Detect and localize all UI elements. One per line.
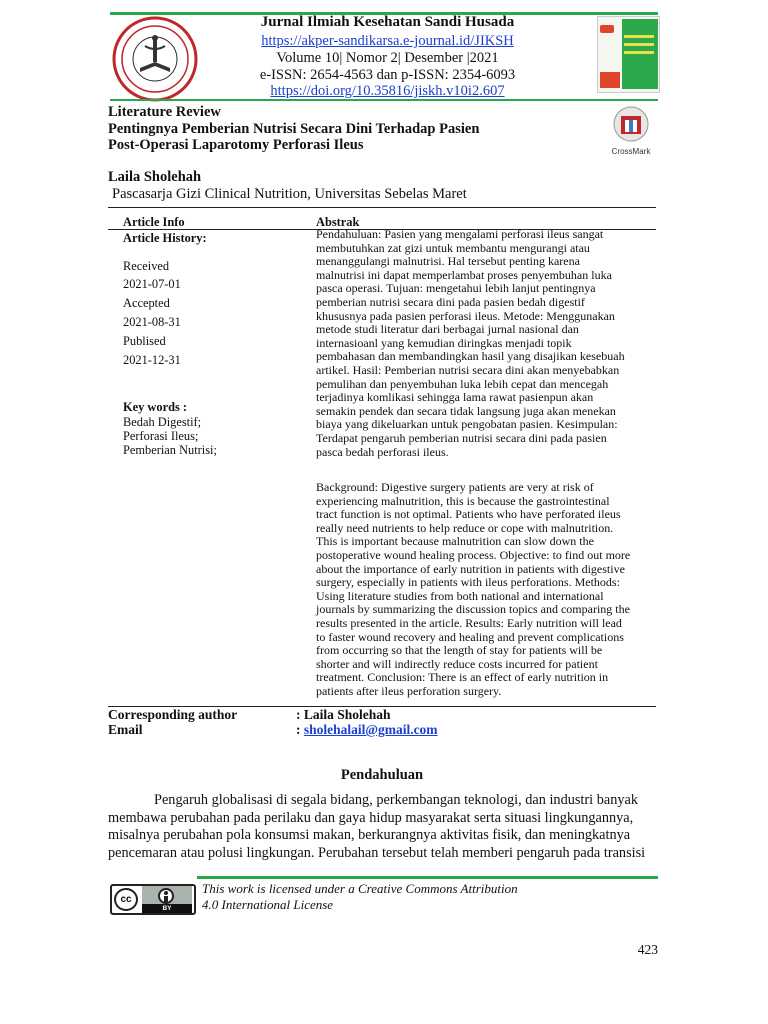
abstract-line: pemberian nutrisi secara dini pada pasien bedah digestif	[316, 294, 585, 309]
abstract-line: menanggulangi malnutrisi. Hal tersebut penting karena	[316, 254, 580, 269]
abstract-line: This is important because malnutrition can slow down the	[316, 534, 594, 549]
cc-label: cc	[120, 894, 132, 905]
body-line: misalnya perubahan pola konsumsi makan, berkurangnya aktivitas fisik, dan meningkatnya	[108, 827, 631, 843]
abstract-line: journals by summarizing the discussion topics and comparing the	[316, 602, 630, 617]
body-line: pencemaran atau polusi lingkungan. Perubahan tersebut telah memberi pengaruh pada transisi	[108, 844, 646, 861]
abstract-line: Background: Digestive surgery patients are very at risk of	[316, 480, 594, 494]
issn-info: e-ISSN: 2654-4563 dan p-ISSN: 2354-6093	[259, 67, 516, 83]
volume-info: Volume 10| Nomor 2| Desember |2021	[276, 50, 499, 66]
abstract-line: surgery, especially in patients with ileus perforations. Methods:	[316, 575, 620, 590]
doi-link[interactable]: https://doi.org/10.35816/jiskh.v10i2.607	[270, 83, 505, 99]
abstract-line: shorter and will indirectly reduce costs incurred for patient	[316, 656, 598, 671]
article-info-heading: Article Info	[123, 215, 185, 229]
abstract-line: to faster wound recovery and healing and prevent complications	[316, 629, 624, 644]
keyword-item: Pemberian Nutrisi;	[123, 442, 217, 457]
crossmark-badge[interactable]	[605, 106, 657, 156]
received-label: Received	[123, 259, 170, 273]
email-link[interactable]: sholehalail@gmail.com	[303, 722, 438, 737]
journal-logo	[112, 16, 198, 102]
abstract-indonesian	[316, 228, 649, 459]
email-prefix: :	[296, 722, 304, 737]
abstract-line: khususnya pada pasien perforasi ileus. Metode: Menggunakan	[316, 308, 615, 323]
corresponding-author-value: : Laila Sholehah	[296, 707, 391, 722]
journal-title: Jurnal Ilmiah Kesehatan Sandi Husada	[260, 14, 515, 30]
abstract-line: tract function is not optimal. Patients who have perforated ileus	[316, 507, 621, 522]
abstract-english	[316, 481, 649, 699]
abstract-line: from occurring so that the length of stay for patients will be	[316, 643, 603, 658]
page-number: 423	[637, 942, 658, 957]
keywords-list	[123, 416, 217, 457]
received-date: 2021-07-01	[123, 277, 181, 291]
email-label: Email	[108, 722, 143, 737]
abstract-line: pembahasan dan membandingkan hasil yang disajikan kesebuah	[316, 349, 625, 364]
abstract-line: metode studi literatur dari berbagai jurnal nasional dan	[316, 322, 579, 337]
abstract-line: about the importance of early nutrition in patients with digestive	[316, 561, 625, 576]
accepted-label: Accepted	[123, 296, 170, 310]
abstract-line: pasca operasi. Tujuan: mengetahui lebih lanjut pentingnya	[316, 281, 596, 296]
abstract-line: artikel. Hasil: Pemberian nutrisi secara dini akan menyebabkan	[316, 362, 620, 377]
abstract-line: patients after ileus perforation surgery.	[316, 683, 502, 698]
keyword-item: Bedah Digestif;	[123, 415, 202, 429]
crossmark-icon	[605, 106, 657, 142]
abstract-line: treatment. Conclusion: There is an effect of early nutrition in	[316, 670, 609, 685]
abstract-line: Using literature studies from both national and international	[316, 588, 604, 603]
section-heading: Pendahuluan	[340, 767, 424, 783]
article-type: Literature Review	[108, 104, 221, 120]
section-body	[108, 792, 658, 862]
article-history-label: Article History:	[123, 231, 207, 245]
abstract-line: Pendahuluan: Pasien yang mengalami perforasi ileus sangat	[316, 227, 604, 241]
person-icon	[158, 888, 174, 904]
body-line: membawa perubahan pada perilaku dan gaya hidup masyarakat serta situasi lingkungannya,	[108, 809, 634, 826]
accepted-date: 2021-08-31	[123, 315, 181, 329]
footer-rule	[197, 876, 658, 879]
abstract-heading: Abstrak	[316, 215, 360, 229]
abstract-line: malnutrisi ini dapat memperlambat proses penyembuhan luka	[316, 267, 612, 282]
crossmark-label: CrossMark	[611, 147, 651, 156]
by-label: BY	[142, 904, 192, 913]
cc-icon	[114, 888, 138, 911]
article-title-line-1: Pentingnya Pemberian Nutrisi Secara Dini Terhadap Pasien	[108, 121, 480, 137]
abstract-line: biaya yang dikeluarkan untuk pengobatan pasien. Kesimpulan:	[316, 417, 618, 432]
abstract-line: pemulihan dan penyembuhan luka lebih cepat dan mencegah	[316, 376, 609, 391]
abstract-line: pasca bedah perforasi ileus.	[316, 444, 449, 459]
header-bottom-rule	[110, 99, 658, 101]
abstract-line: membutuhkan zat gizi untuk membantu mengurangi atau	[316, 240, 590, 255]
author-affiliation: Pascasarja Gizi Clinical Nutrition, Universitas Sebelas Maret	[112, 186, 467, 202]
keywords-label: Key words :	[123, 400, 188, 414]
journal-url-link[interactable]: https://akper-sandikarsa.e-journal.id/JIKSH	[261, 33, 514, 49]
abstract-line: terjadinya komlikasi sehingga lama rawat pasienpun akan	[316, 390, 594, 405]
abstract-line: semakin pendek dan secara tidak langsung juga akan menekan	[316, 403, 616, 418]
keyword-item: Perforasi Ileus;	[123, 428, 199, 443]
corresponding-author-label: Corresponding author	[108, 707, 238, 722]
body-line: Pengaruh globalisasi di segala bidang, perkembangan teknologi, dan industri banyak	[154, 792, 638, 808]
abstract-line: Terdapat pengaruh pemberian nutrisi secara dini pada pasien	[316, 430, 607, 445]
abstract-line: really need nutrients to help reduce or cope with malnutrition.	[316, 520, 614, 535]
abstract-line: internasioanl yang kemudian diringkas menjadi topik	[316, 335, 572, 350]
abstract-line: postoperative wound healing process. Objective: to find out more	[316, 547, 631, 562]
license-text-line-1: This work is licensed under a Creative Commons Attribution	[202, 881, 518, 896]
published-label: Publised	[123, 334, 166, 348]
table-top-rule	[108, 207, 656, 208]
published-date: 2021-12-31	[123, 353, 181, 367]
journal-cover-thumbnail	[597, 16, 660, 93]
article-title-line-2: Post-Operasi Laparotomy Perforasi Ileus	[108, 137, 364, 153]
abstract-line: experiencing malnutrition, this is because the gastrointestinal	[316, 493, 610, 508]
author-name: Laila Sholehah	[108, 169, 202, 185]
abstract-line: results presented in the article. Results: Early nutrition will lead	[316, 615, 622, 630]
license-text-line-2: 4.0 International License	[202, 897, 334, 912]
cc-by-badge[interactable]	[110, 884, 196, 915]
